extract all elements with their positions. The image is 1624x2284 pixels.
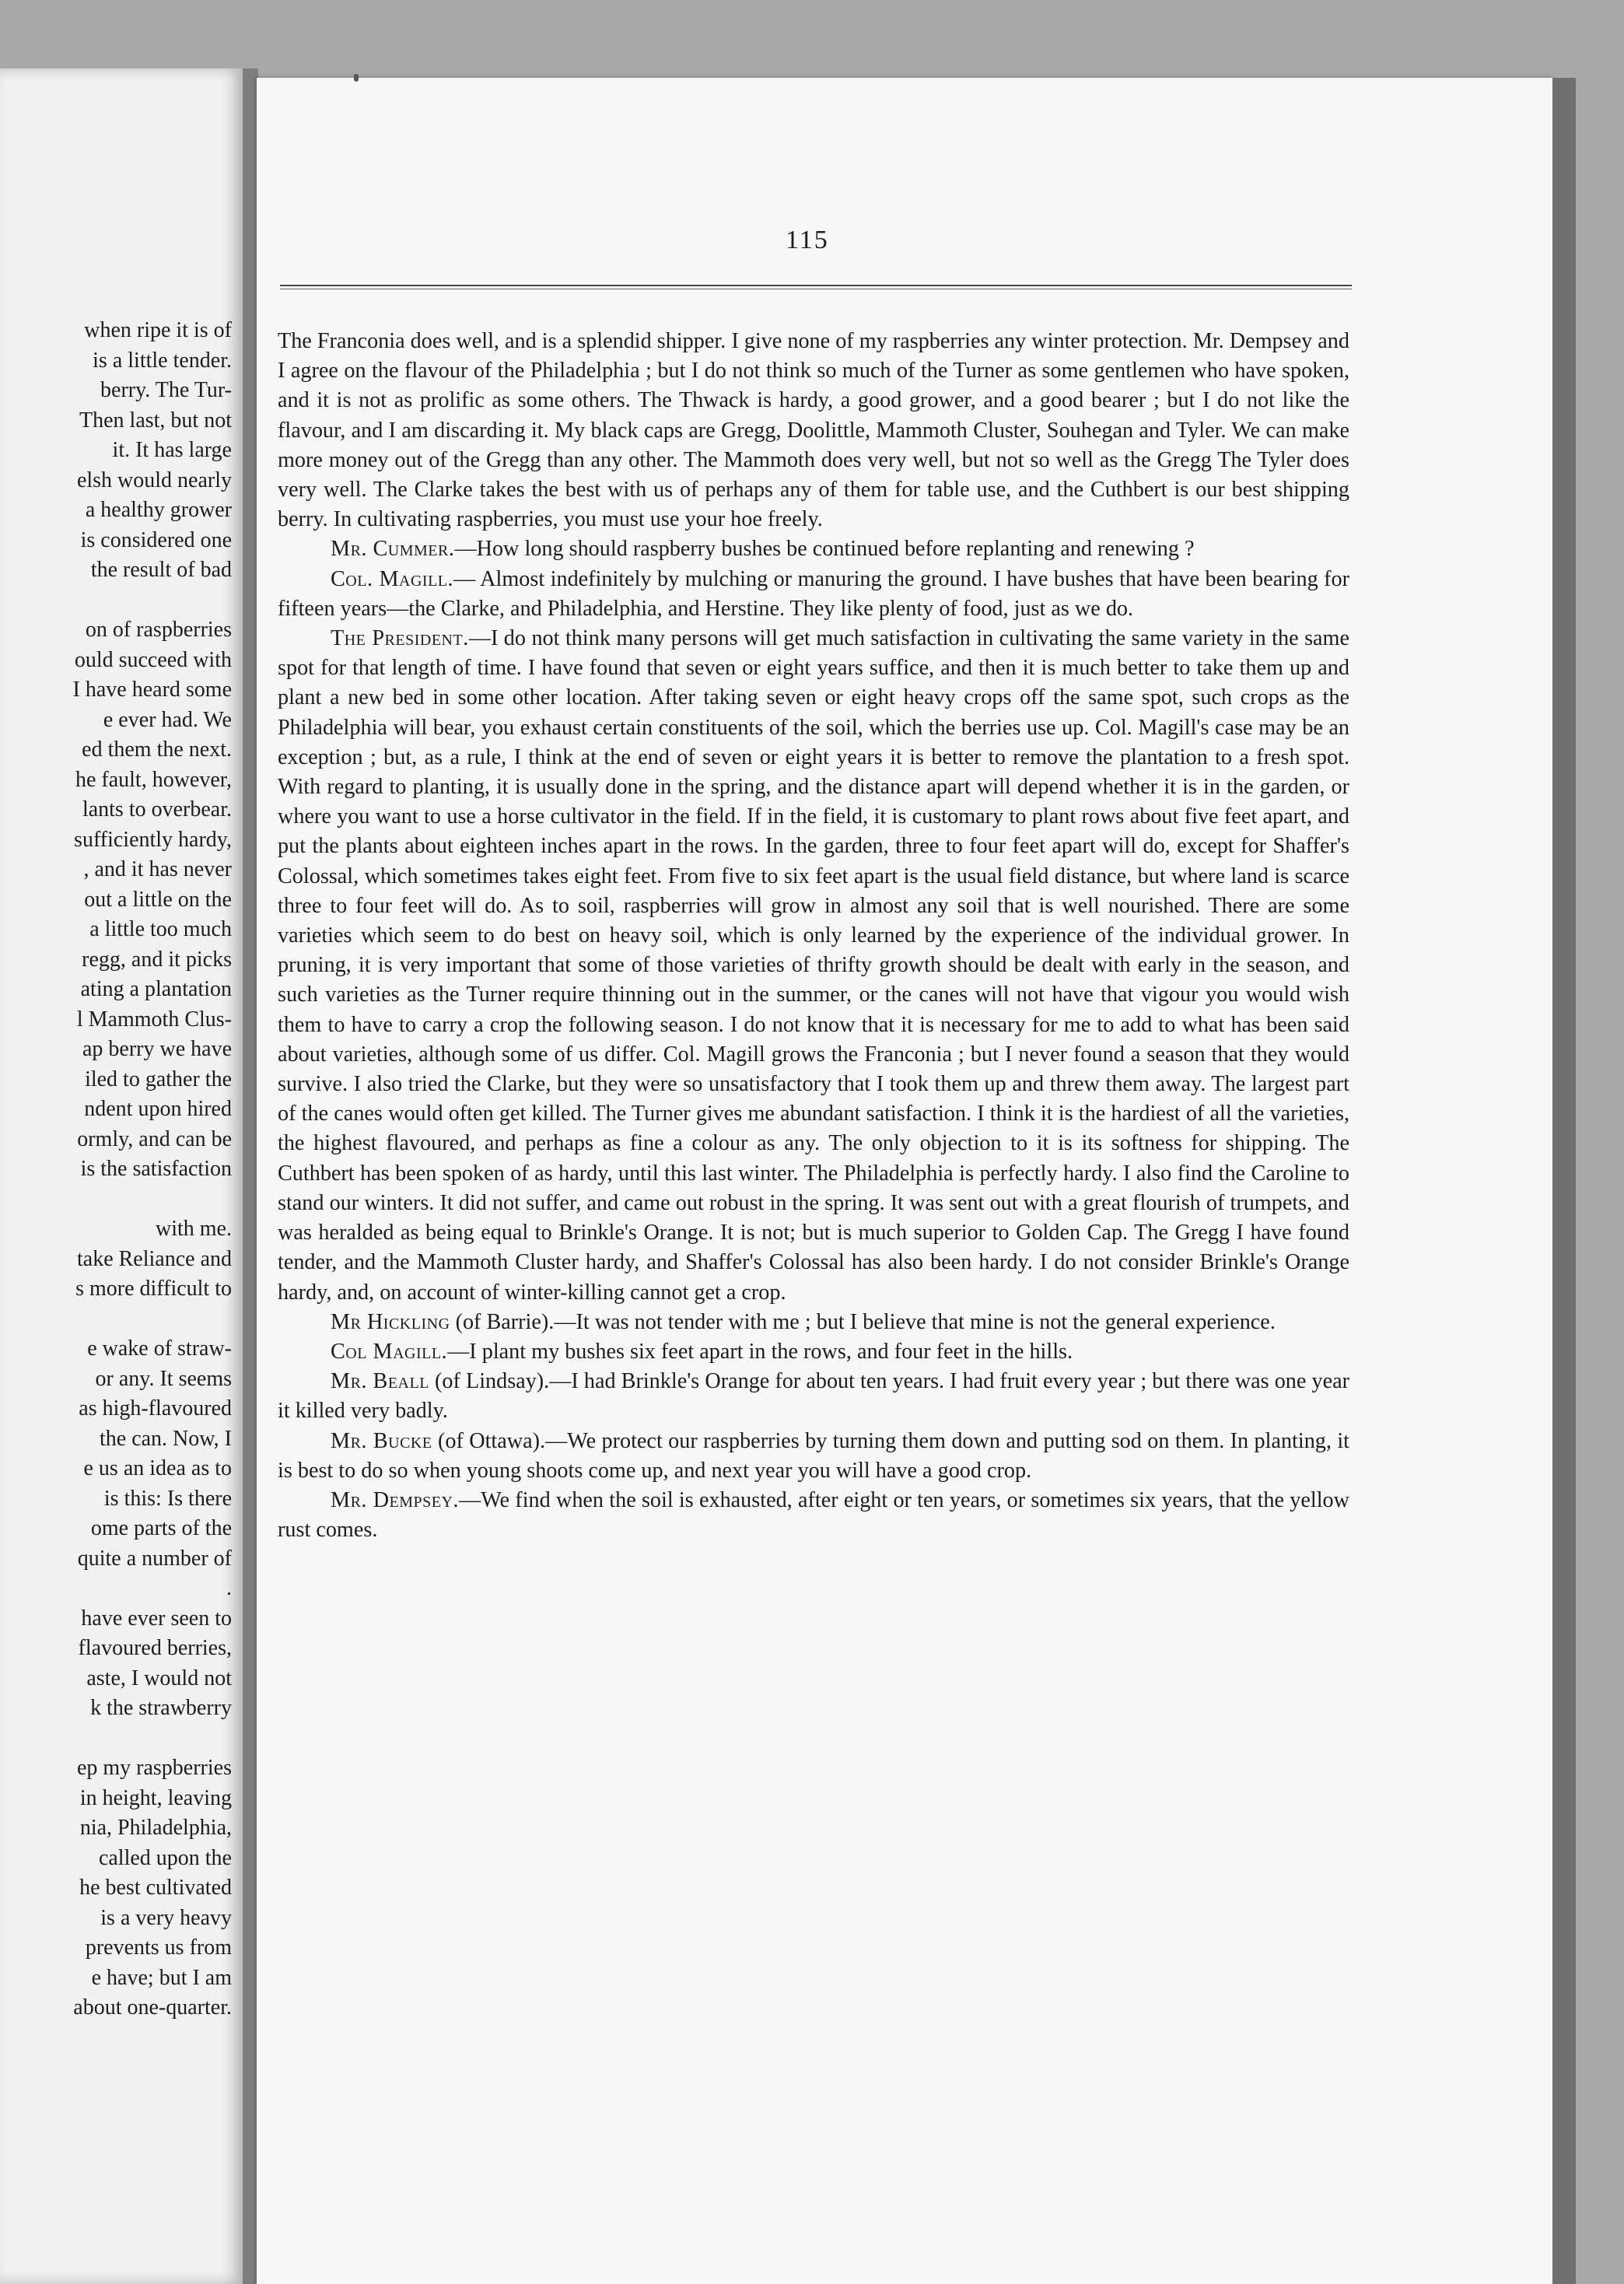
left-page-line: Then last, but not — [79, 408, 232, 433]
left-page-line: lants to overbear. — [82, 797, 232, 821]
page-body-text — [278, 327, 1349, 1545]
left-page-line: e have; but I am — [91, 1965, 232, 1990]
left-page-line: as high-flavoured — [79, 1396, 232, 1420]
left-page-line: it. It has large — [112, 438, 232, 462]
paragraph-text: The Franconia does well, and is a splendid shipper. I give none of my raspberries any winter protection. Mr. Dempsey and I agree on the flavour of the Philadelphia ; but I do not think so much of the Turner as some gentlemen who have spoken, and it is not as prolific as some others. The Thwack is hardy, a good grower, and a good bearer ; but I do not like the flavour, and I am discarding it. My black caps are Gregg, Doolittle, Mammoth Cluster, Souhegan and Tyler. We can make more money out of the Gregg than any other. The Mammoth does very well, but not so well as the Gregg The Tyler does very well. The Clarke takes the best with us of perhaps any of them for table use, and the Cuthbert is our best shipping berry. In cultivating raspberries, you must use your hoe freely. — [278, 329, 1349, 532]
left-page-line: out a little on the — [84, 887, 232, 912]
left-page-line: l Mammoth Clus- — [76, 1007, 232, 1032]
left-page-line: flavoured berries, — [78, 1636, 232, 1660]
left-page-line: I have heard some — [72, 678, 232, 702]
left-page-line: have ever seen to — [81, 1606, 232, 1631]
left-page-line: on of raspberries — [85, 618, 232, 642]
left-page-line: ating a plantation — [80, 977, 232, 1001]
paragraph — [278, 1308, 1349, 1337]
left-page-line: regg, and it picks — [82, 947, 232, 972]
page-number: 115 — [786, 226, 829, 254]
left-page-line: in height, leaving — [79, 1785, 232, 1810]
speaker-name: Col Magill. — [331, 1339, 448, 1364]
speaker-name: Mr. Beall — [331, 1369, 429, 1394]
left-page-line: ep my raspberries — [76, 1756, 232, 1780]
speaker-name: The President. — [331, 626, 469, 651]
left-page-line: is a very heavy — [100, 1905, 232, 1930]
left-page-line — [0, 1185, 232, 1215]
paragraph-text: (of Barrie).—It was not tender with me ; but I believe that mine is not the general experience. — [450, 1309, 1276, 1334]
left-page-line: he fault, however, — [75, 767, 232, 792]
left-page-line: the can. Now, I — [99, 1426, 232, 1451]
paragraph — [278, 1367, 1349, 1426]
left-page-line: a little too much — [89, 917, 232, 941]
left-page-line: with me. — [156, 1217, 232, 1241]
left-page-line: ormly, and can be — [77, 1126, 232, 1151]
paragraph — [278, 1486, 1349, 1545]
left-page-line: take Reliance and — [76, 1246, 232, 1271]
paragraph-text: —How long should raspberry bushes be continued before replanting and renewing ? — [454, 537, 1195, 562]
left-page-line: aste, I would not — [86, 1666, 232, 1690]
left-page-line: k the strawberry — [90, 1696, 232, 1720]
left-page-line: , and it has never — [83, 857, 232, 881]
left-page-line: e us an idea as to — [83, 1456, 232, 1480]
paragraph-text: (of Ottawa).—We protect our raspberries by turning them down and putting sod on them. In planting, it is best to do so when young shoots come up, and next year you will have a good crop. — [278, 1428, 1349, 1483]
speaker-name: Mr. Dempsey. — [331, 1487, 460, 1512]
speaker-name: Mr. Cummer. — [331, 537, 455, 562]
left-page-line — [0, 1724, 232, 1754]
page-edge — [1552, 78, 1576, 2284]
paragraph — [278, 327, 1349, 534]
left-page-line: nia, Philadelphia, — [79, 1816, 232, 1840]
left-page-line: called upon the — [98, 1845, 232, 1870]
left-page-line: prevents us from — [85, 1935, 232, 1960]
paragraph-text: (of Lindsay).—I had Brinkle's Orange for about ten years. I had fruit every year ; but there was one year it killed very badly. — [278, 1369, 1349, 1424]
left-page-line: when ripe it is of — [84, 318, 232, 342]
left-page-fragment — [0, 68, 243, 2284]
left-page-line: ould succeed with — [74, 647, 232, 672]
left-page-line: is the satisfaction — [80, 1157, 232, 1181]
paragraph — [278, 1337, 1349, 1367]
left-page-text-column — [0, 316, 232, 2023]
paragraph — [278, 534, 1349, 564]
left-page-line: sufficiently hardy, — [74, 827, 232, 852]
paragraph-text: —I do not think many persons will get much satisfaction in cultivating the same variety in the same spot for that length of time. I have found that seven or eight years suffice, and then it is much better to take them up and plant a new bed in some other location. After taking seven or eight heavy crops off the same spot, such crops as the Philadelphia will bear, you exhaust certain constituents of the soil, which the berries use up. Col. Magill's case may be an exception ; but, as a rule, I think at the end of seven or eight years it is better to remove the plantation to a fresh spot. With regard to planting, it is usually done in the spring, and the distance apart will depend whether it is in the garden, or where you want to use a horse cultivator in the field. If in the field, it is customary to plant rows about five feet apart, and put the plants about eighteen inches apart in the rows. In the garden, three to four feet apart will do, except for Shaffer's Colossal, which sometimes takes eight feet. From five to six feet apart is the usual field distance, but where land is scarce three to four feet will do. As to soil, raspberries will grow in almost any soil that is well nourished. There are some varieties which seem to do best on heavy soil, which is only learned by the experience of the individual grower. In pruning, it is very important that some of those varieties of thrifty growth should be dealt with early in the season, and such varieties as the Turner require thinning out in the summer, or the canes will not have that vigour you would wish them to have to carry a crop the following season. I do not know that it is necessary for me to add to what has been said about varieties, although some of us differ. Col. Magill grows the Franconia ; but I never found a season that they would survive. I also tried the Clarke, but they were so unsatisfactory that I took them up and threw them away. The largest part of the canes would often get killed. The Turner gives me abundant satisfaction. I think it is the hardiest of all the varieties, the highest flavoured, and perhaps as fine a colour as any. The only objection to it is its softness for shipping. The Cuthbert has been spoken of as hardy, until this last winter. The Philadelphia is perfectly hardy. I also find the Caroline to stand our winters. It did not suffer, and came out robust in the spring. It was sent out with a great flourish of trumpets, and was heralded as being equal to Brinkle's Orange. It is not; but is much superior to Golden Cap. The Gregg I have found tender, and the Mammoth Cluster hardy, and Shaffer's Colossal has also been hardy. I do not consider Brinkle's Orange hardy, and, on account of winter-killing cannot get a crop. — [278, 626, 1349, 1305]
left-page-line: ome parts of the — [90, 1516, 232, 1540]
left-page-line — [0, 586, 232, 616]
left-page-line: ap berry we have — [82, 1037, 232, 1061]
ink-speck — [354, 74, 359, 82]
left-page-line: is a little tender. — [93, 348, 232, 373]
paragraph — [278, 1427, 1349, 1486]
left-page-line: he best cultivated — [79, 1876, 232, 1900]
left-page-line: ed them the next. — [82, 737, 232, 762]
left-page-line: e ever had. We — [103, 707, 232, 732]
left-page-line: is considered one — [80, 527, 232, 552]
speaker-name: Mr. Bucke — [331, 1428, 432, 1453]
left-page-line: e wake of straw- — [87, 1336, 232, 1361]
left-page-line: is this: Is there — [103, 1486, 232, 1511]
speaker-name: Mr Hickling — [331, 1309, 450, 1334]
left-page-line: elsh would nearly — [76, 468, 232, 492]
paragraph-text: —We find when the soil is exhausted, after eight or ten years, or sometimes six years, that the yellow rust comes. — [278, 1487, 1349, 1543]
left-page-line: ndent upon hired — [84, 1097, 232, 1121]
left-page-line: s more difficult to — [75, 1277, 232, 1301]
paragraph — [278, 624, 1349, 1308]
paragraph-text: — Almost indefinitely by mulching or manuring the ground. I have bushes that have been bearing for fifteen years—the Clarke, and Philadelphia, and Herstine. They like plenty of food, just as we do. — [278, 566, 1349, 621]
left-page-line: berry. The Tur- — [100, 378, 232, 402]
left-page-line: quite a number of — [77, 1546, 232, 1571]
book-gutter — [243, 68, 258, 2284]
left-page-line — [0, 1305, 232, 1335]
left-page-line: the result of bad — [90, 558, 232, 582]
left-page-line: about one-quarter. — [73, 1995, 232, 2020]
left-page-line: or any. It seems — [95, 1366, 232, 1391]
left-page-line: iled to gather the — [85, 1067, 232, 1091]
paragraph — [278, 565, 1349, 624]
paragraph-text: —I plant my bushes six feet apart in the rows, and four feet in the hills. — [447, 1339, 1073, 1364]
left-page-line: a healthy grower — [85, 498, 232, 522]
speaker-name: Col. Magill. — [331, 566, 454, 591]
left-page-line: . — [226, 1576, 232, 1600]
header-rule — [280, 285, 1352, 289]
